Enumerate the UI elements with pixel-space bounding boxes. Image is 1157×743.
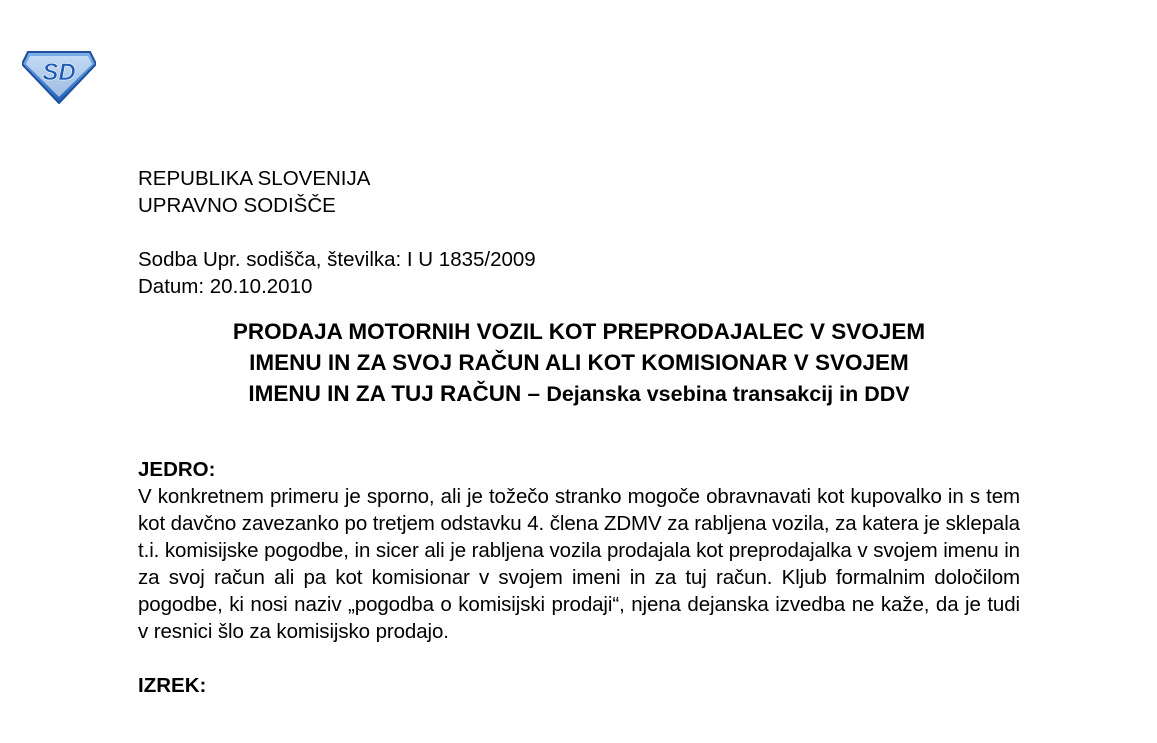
title-line-2: IMENU IN ZA SVOJ RAČUN ALI KOT KOMISIONAR V SVOJEM xyxy=(249,350,909,375)
sd-shield-icon xyxy=(22,48,96,104)
svg-text:SD: SD xyxy=(42,59,76,86)
izrek-heading: IZREK: xyxy=(138,674,207,697)
document-body xyxy=(138,165,1020,699)
title-line-3 xyxy=(138,378,1020,410)
title-line-3-subtitle: Dejanska vsebina transakcij in DDV xyxy=(546,382,910,406)
document-title xyxy=(138,316,1020,410)
case-number: Sodba Upr. sodišča, številka: I U 1835/2009 xyxy=(138,248,536,271)
jedro-heading: JEDRO: xyxy=(138,458,216,481)
country-line: REPUBLIKA SLOVENIJA xyxy=(138,167,371,190)
title-line-3-main: IMENU IN ZA TUJ RAČUN – xyxy=(248,381,547,406)
court-line: UPRAVNO SODIŠČE xyxy=(138,194,336,217)
jedro-paragraph: V konkretnem primeru je sporno, ali je tožečo stranko mogoče obravnavati kot kupovalko in s tem kot davčno zavezanko po tretjem odstavku 4. člena ZDMV za rabljena vozila, za katera je sklepala t.i. komisijske pogodbe, in sicer ali je rabljena vozila prodajala kot preprodajalka v svojem imenu in za svoj račun ali pa kot komisionar v svojem imeni in za tuj račun. Kljub formalnim določilom pogodbe, ki nosi naziv „pogodba o komisijski prodaji“, njena dejanska izvedba ne kaže, da je tudi v resnici šlo za komisijsko prodajo. xyxy=(138,485,1020,643)
decision-date: Datum: 20.10.2010 xyxy=(138,275,313,298)
title-line-1: PRODAJA MOTORNIH VOZIL KOT PREPRODAJALEC V SVOJEM xyxy=(232,319,926,344)
court-logo xyxy=(22,48,96,104)
